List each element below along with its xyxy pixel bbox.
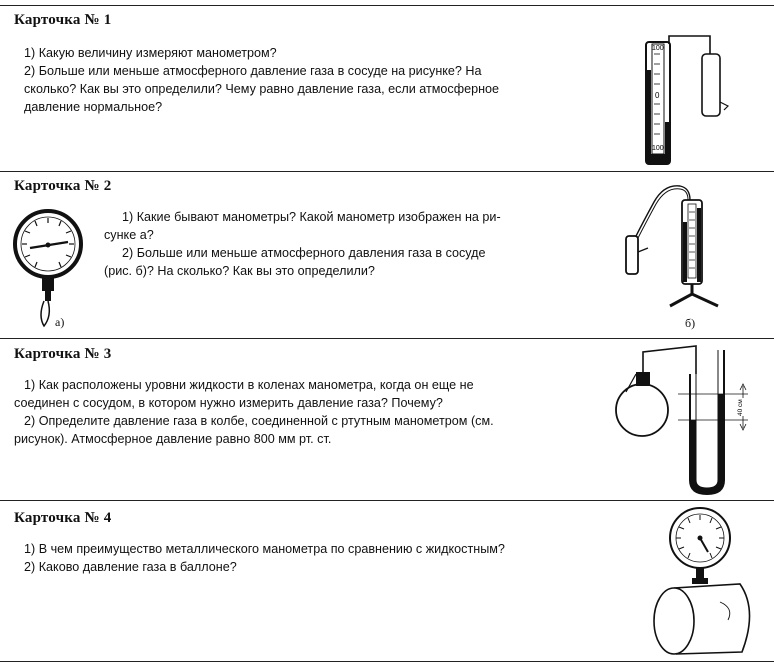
card-3-height-label: 40 см <box>737 399 744 416</box>
rule-top <box>0 5 774 6</box>
card-2-figure-a-label: а) <box>55 315 65 329</box>
card-1-scale-bottom: 100 <box>652 145 664 152</box>
card-4-question-1: 1) В чем преимущество металлического манометра по сравнению с жидкостным? <box>24 542 505 556</box>
card-1-question-2-line-3: давление нормальное? <box>24 100 163 114</box>
card-1-question-2-line-2: сколько? Как вы это определили? Чему равно давление газа, если атмосферное <box>24 82 500 96</box>
card-3-flask-manometer-figure <box>612 334 762 500</box>
card-4-title: Карточка № 4 <box>14 510 112 526</box>
card-3-question-2-line-2: рисунок). Атмосферное давление равно 800 мм рт. ст. <box>14 432 332 446</box>
card-3-question-1-line-2: соединен с сосудом, в котором нужно измерить давление газа? Почему? <box>14 396 443 410</box>
card-2-title: Карточка № 2 <box>14 178 112 194</box>
card-1-question-1: 1) Какую величину измеряют манометром? <box>24 46 277 60</box>
card-2-question-2-line-1: 2) Больше или меньше атмосферного давления газа в сосуде <box>122 246 486 260</box>
card-3-title: Карточка № 3 <box>14 346 112 362</box>
card-2-figure-b-label: б) <box>685 316 696 330</box>
card-3-question-2-line-1: 2) Определите давление газа в колбе, соединенной с ртутным манометром (см. <box>24 414 494 428</box>
card-2-question-1-line-2: сунке а? <box>104 228 154 242</box>
card-4-question-2: 2) Каково давление газа в баллоне? <box>24 560 237 574</box>
card-2-dial-gauge-figure <box>8 198 98 333</box>
rule-card3-card4 <box>0 500 774 501</box>
card-1-question-2-line-1: 2) Больше или меньше атмосферного давление газа в сосуде на рисунке? На <box>24 64 482 78</box>
card-3-question-1-line-1: 1) Как расположены уровни жидкости в коленах манометра, когда он еще не <box>24 378 474 392</box>
card-2-question-2-line-2: (рис. б)? На сколько? Как вы это определили? <box>104 264 375 278</box>
card-1-title: Карточка № 1 <box>14 12 112 28</box>
rule-card1-card2 <box>0 171 774 172</box>
card-1-scale-mid: 0 <box>655 91 660 100</box>
card-1-manometer-figure <box>632 32 752 167</box>
card-2-liquid-manometer-figure <box>618 178 738 316</box>
card-1-scale-top: 100 <box>652 45 664 52</box>
card-2-question-1-line-1: 1) Какие бывают манометры? Какой манометр изображен на ри- <box>122 210 501 224</box>
card-4-cylinder-gauge-figure <box>636 502 766 660</box>
rule-bottom <box>0 661 774 662</box>
